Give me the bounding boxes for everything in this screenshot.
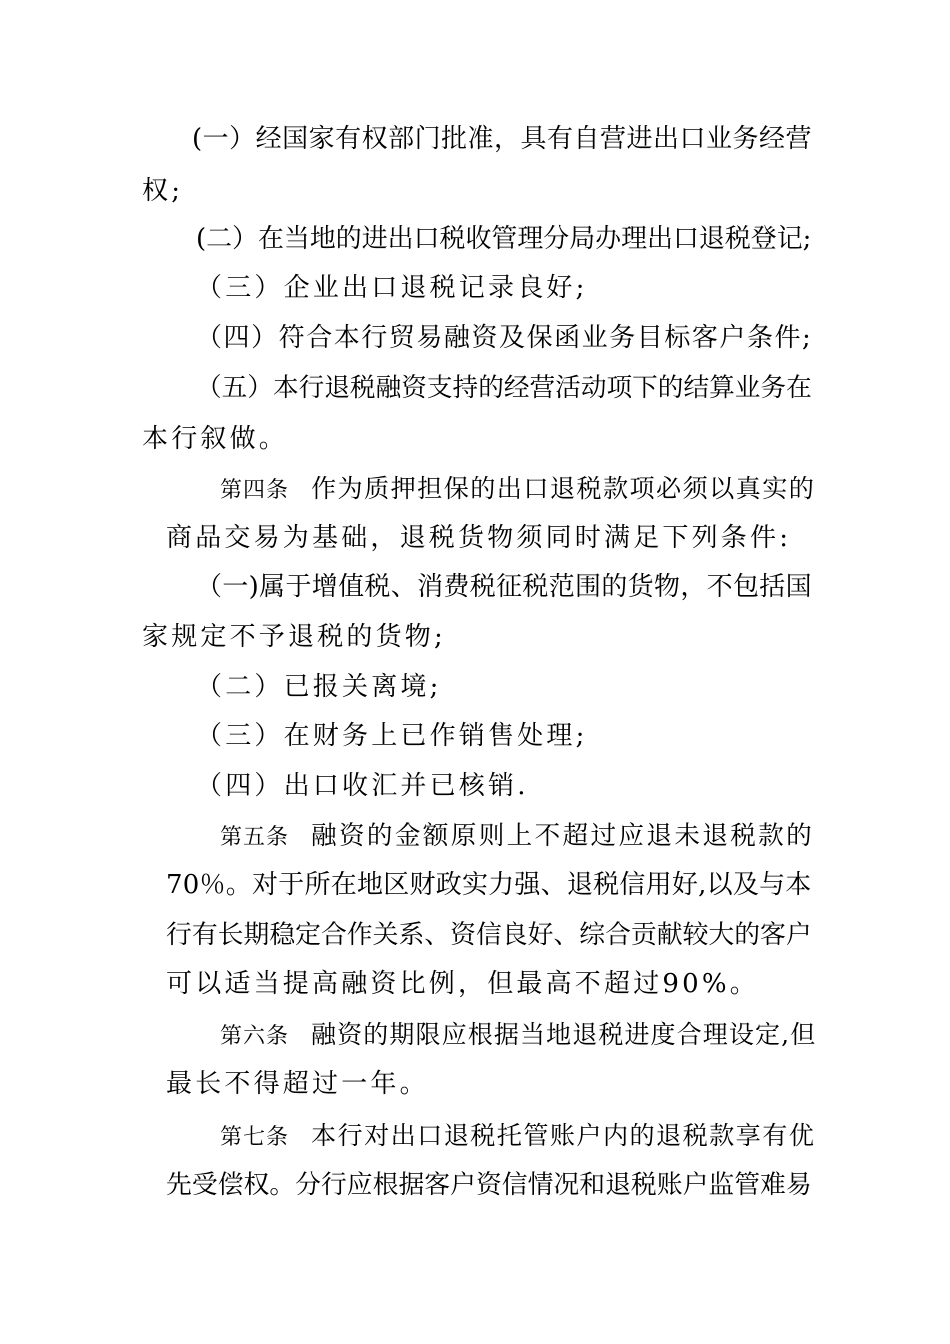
article-6-text: 融资的期限应根据当地退税进度合理设定,但 bbox=[311, 1020, 817, 1049]
article-5-line-3: 行有长期稳定合作关系、资信良好、综合贡献较大的客户 bbox=[166, 920, 812, 950]
article-4-line-1 bbox=[220, 474, 815, 506]
goods-item-3-line-1: （三）在财务上已作销售处理; bbox=[196, 721, 588, 751]
article-5-line-2: 70％。对于所在地区财政实力强、退税信用好,以及与本 bbox=[166, 870, 812, 900]
article-5-line-4: 可以适当提高融资比例，但最高不超过90%。 bbox=[166, 969, 759, 999]
article-5-label: 第五条 bbox=[220, 825, 290, 850]
goods-item-4-line-1: （四）出口收汇并已核销. bbox=[196, 771, 529, 801]
article-7-line-1 bbox=[220, 1121, 815, 1153]
article-4-label: 第四条 bbox=[220, 478, 290, 503]
goods-item-1-line-1: （一)属于增值税、消费税征税范围的货物，不包括国 bbox=[196, 572, 812, 602]
article-7-line-2: 先受偿权。分行应根据客户资信情况和退税账户监管难易 bbox=[166, 1170, 812, 1200]
item-1-line-2: 权; bbox=[142, 176, 184, 206]
goods-item-2-line-1: （二）已报关离境; bbox=[196, 672, 442, 702]
item-5-line-2: 本行叙做。 bbox=[142, 424, 289, 454]
article-7-text: 本行对出口退税托管账户内的退税款享有优 bbox=[311, 1121, 816, 1150]
article-6-line-1 bbox=[220, 1020, 816, 1052]
article-5-line-1 bbox=[220, 821, 814, 853]
item-3-line-1: （三）企业出口退税记录良好; bbox=[196, 273, 588, 303]
article-4-text: 作为质押担保的出口退税款项必须以真实的 bbox=[311, 474, 816, 503]
item-5-line-1: （五）本行退税融资支持的经营活动项下的结算业务在 bbox=[196, 373, 812, 403]
article-7-label: 第七条 bbox=[220, 1125, 290, 1150]
article-6-line-2: 最长不得超过一年。 bbox=[166, 1069, 429, 1099]
article-5-text: 融资的金额原则上不超过应退未退税款的 bbox=[311, 821, 815, 851]
goods-item-1-line-2: 家规定不予退税的货物; bbox=[142, 622, 446, 652]
article-6-label: 第六条 bbox=[220, 1024, 290, 1049]
item-2-line-1: (二）在当地的进出口税收管理分局办理出口退税登记; bbox=[196, 224, 812, 254]
item-1-line-1: (一）经国家有权部门批准，具有自营进出口业务经营 bbox=[192, 124, 812, 154]
article-4-line-2: 商品交易为基础，退税货物须同时满足下列条件: bbox=[166, 523, 792, 553]
item-4-line-1: （四）符合本行贸易融资及保函业务目标客户条件; bbox=[196, 323, 813, 353]
